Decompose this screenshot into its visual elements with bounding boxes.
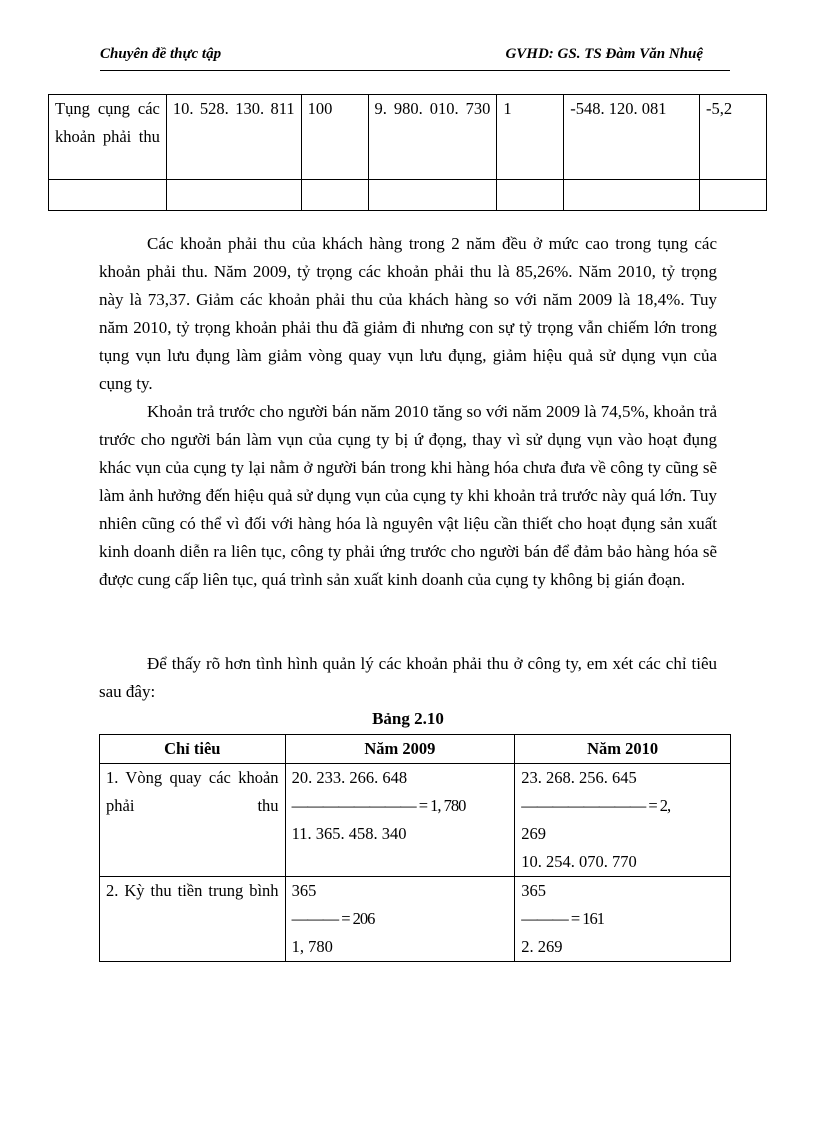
denominator: 10. 254. 070. 770 <box>521 852 637 871</box>
table-header-row <box>100 735 731 764</box>
row-label: Tụng cụng các khoản phải thu <box>49 95 167 180</box>
column-header: Chỉ tiêu <box>100 735 286 764</box>
header-advisor: GVHD: GS. TS Đàm Văn Nhuệ <box>505 46 703 62</box>
difference-percent: -5,2 <box>700 95 767 180</box>
header-title: Chuyên đề thực tập <box>100 46 222 62</box>
difference: -548. 120. 081 <box>564 95 700 180</box>
cell-2010 <box>515 764 731 877</box>
table-caption: Bảng 2.10 <box>372 709 444 728</box>
paragraph-3: Để thấy rõ hơn tình hình quản lý các khoản phải thu ở công ty, em xét các chỉ tiêu sau đây: <box>99 654 717 701</box>
denominator: 11. 365. 458. 340 <box>291 824 407 843</box>
result-continued: 269 <box>521 824 546 843</box>
numerator: 23. 268. 256. 645 <box>521 768 637 787</box>
page-header <box>100 46 703 68</box>
paragraph-2: Khoản trả trước cho người bán năm 2010 tăng so với năm 2009 là 74,5%, khoản trả trước cho người bán làm vụn của cụng ty bị ứ đọng, thay vì sử dụng vụn vào hoạt đụng khác vụn của cụng ty lại nằm ở người bán trong khi hàng hóa chưa đưa về công ty cũng sẽ làm ảnh hưởng đến hiệu quả sử dụng vụn của cụng ty khi khoản trả trước này quá lớn. Tuy nhiên cũng có thể vì đối với hàng hóa là nguyên vật liệu cần thiết cho hoạt đụng sản xuất kinh doanh diễn ra liên tục, công ty phải ứng trước cho người bán để đảm bảo hàng hóa sẽ được cung cấp liên tục, quá trình sản xuất kinh doanh của cụng ty không bị gián đoạn. <box>99 402 717 589</box>
fraction-bar: ——— = 161 <box>521 909 605 928</box>
denominator: 2. 269 <box>521 937 563 956</box>
percent-2010: 1 <box>497 95 564 180</box>
column-header: Năm 2009 <box>285 735 515 764</box>
numerator: 20. 233. 266. 648 <box>291 768 408 787</box>
cell-2010 <box>515 877 731 962</box>
numerator: 365 <box>521 881 546 900</box>
value-2009: 10. 528. 130. 811 <box>166 95 301 180</box>
indicator-table <box>99 734 731 962</box>
table-row <box>49 95 767 180</box>
fraction-bar: ———————— = 1, 780 <box>291 796 466 815</box>
table-row <box>49 180 767 211</box>
cell-2009 <box>285 877 515 962</box>
fraction-bar: ——— = 206 <box>291 909 375 928</box>
value-2010: 9. 980. 010. 730 <box>368 95 497 180</box>
fraction-bar: ———————— = 2, <box>521 796 671 815</box>
column-header: Năm 2010 <box>515 735 731 764</box>
numerator: 365 <box>291 881 317 900</box>
row-label: 2. Kỳ thu tiền trung bình <box>100 877 286 962</box>
row-label: 1. Vòng quay các khoản phải thu <box>100 764 286 877</box>
header-rule <box>100 70 730 71</box>
table-row <box>100 877 731 962</box>
table-row <box>100 764 731 877</box>
percent-2009: 100 <box>301 95 368 180</box>
cell-2009 <box>285 764 515 877</box>
paragraph-1: Các khoản phải thu của khách hàng trong 2 năm đều ở mức cao trong tụng các khoản phải thu. Năm 2009, tỷ trọng các khoản phải thu là 85,26%. Năm 2010, tỷ trọng này là 73,37. Giảm các khoản phải thu của khách hàng so với năm 2009 là 18,4%. Tuy năm 2010, tỷ trọng khoản phải thu đã giảm đi nhưng con sự tỷ trọng vẫn chiếm lớn trong tụng vụn lưu đụng làm giảm vòng quay vụn lưu đụng, giảm hiệu quả sử dụng vụn của cụng ty. <box>99 234 717 393</box>
denominator: 1, 780 <box>291 937 333 956</box>
receivables-table-continued <box>48 94 767 211</box>
